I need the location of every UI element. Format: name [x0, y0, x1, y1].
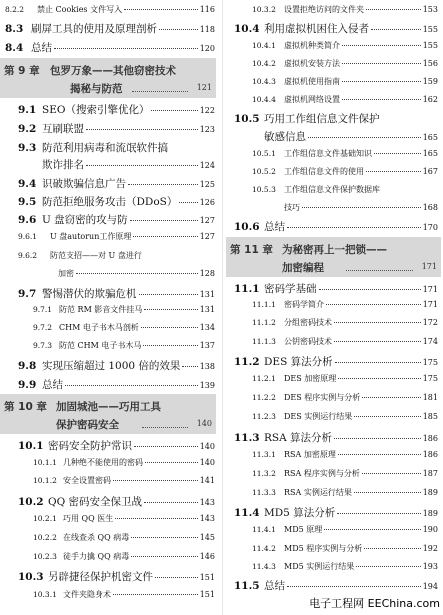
toc-entry-11-4-1[interactable] — [252, 524, 438, 535]
toc-entry-8-3[interactable] — [5, 21, 215, 36]
entry-title: 工作组信息文件保护数据库 — [284, 185, 380, 194]
entry-page: 192 — [422, 544, 438, 553]
leader-dots — [366, 171, 421, 172]
entry-title: 虚拟机网络设置 — [284, 95, 340, 104]
entry-number: 10.4.4 — [252, 95, 276, 104]
toc-entry-10-3-1[interactable] — [33, 589, 215, 600]
toc-entry-9-7-1[interactable] — [33, 304, 215, 315]
entry-page: 138 — [199, 362, 215, 371]
entry-number: 10.2.2 — [33, 533, 57, 542]
entry-page: 118 — [199, 25, 215, 34]
leader-dots — [354, 492, 421, 493]
entry-number: 11.2.1 — [252, 374, 276, 383]
entry-number: 9.6.2 — [18, 251, 38, 260]
entry-number: 10.1 — [18, 440, 44, 452]
entry-title-continued: 欺诈排名 — [42, 159, 84, 171]
leader-dots — [139, 294, 198, 295]
leader-dots — [337, 513, 421, 514]
toc-entry-10-1-1[interactable] — [33, 457, 215, 468]
toc-entry-9-6-2-line1[interactable] — [18, 250, 215, 261]
entry-number: 11.3 — [234, 432, 260, 444]
entry-title: U 盘autorun工作原理 — [50, 232, 132, 241]
toc-entry-11-4-2[interactable] — [252, 543, 438, 554]
entry-title: 分组密码技术 — [284, 318, 332, 327]
leader-dots — [131, 556, 198, 557]
entry-number: 10.2.1 — [33, 514, 57, 523]
entry-number: 10.4.2 — [252, 59, 276, 68]
entry-number: 10.3.2 — [252, 5, 276, 14]
toc-entry-10-1[interactable] — [18, 438, 215, 453]
leader-dots — [319, 289, 421, 290]
toc-entry-11-3[interactable] — [234, 430, 438, 445]
entry-number: 9.7.3 — [33, 341, 53, 350]
entry-title: 防范支招——对 U 盘进行 — [50, 251, 142, 260]
leader-dots — [65, 385, 198, 386]
entry-title: 密码学基础 — [264, 283, 317, 295]
entry-title: 实现压缩超过 1000 倍的效果 — [42, 360, 181, 372]
toc-entry-10-2-1[interactable] — [33, 513, 215, 524]
toc-entry-10-5-line2[interactable] — [264, 129, 438, 144]
entry-number: 11.1.3 — [252, 337, 276, 346]
entry-page: 174 — [422, 337, 438, 346]
leader-dots — [182, 366, 197, 367]
entry-page: 171 — [422, 300, 438, 309]
leader-dots — [346, 270, 413, 271]
leader-dots — [86, 129, 198, 130]
chapter-number: 第 10 章 — [4, 401, 47, 413]
chapter-title-line1: 为秘密再上一把锁—— — [282, 244, 387, 256]
toc-entry-8-2-2[interactable] — [5, 4, 215, 15]
entry-page: 167 — [422, 167, 438, 176]
entry-page: 126 — [199, 198, 215, 207]
toc-entry-11-2-3[interactable] — [252, 411, 438, 422]
leader-dots — [132, 91, 188, 92]
leader-dots — [364, 548, 420, 549]
entry-title: 总结 — [264, 221, 285, 233]
entry-page: 124 — [199, 161, 215, 170]
entry-number: 10.3 — [18, 571, 44, 583]
entry-title: DES 加密原理 — [284, 374, 337, 383]
toc-entry-11-3-3[interactable] — [252, 487, 438, 498]
toc-entry-10-2[interactable] — [18, 494, 215, 509]
entry-number: 11.5 — [234, 580, 260, 592]
toc-entry-11-2-1[interactable] — [252, 373, 438, 384]
entry-title-continued: 敏感信息 — [264, 131, 306, 143]
entry-number: 11.4.2 — [252, 544, 276, 553]
entry-title: SEO（搜索引擎优化） — [42, 104, 150, 116]
entry-page: 127 — [199, 216, 215, 225]
entry-page: 172 — [422, 318, 438, 327]
entry-title: 巧用工作组信息文件保护 — [264, 113, 380, 125]
entry-title: 虚拟机安装方法 — [284, 59, 340, 68]
entry-number: 11.4.3 — [252, 562, 276, 571]
entry-title: 安全设置密码 — [63, 476, 111, 485]
leader-dots — [144, 502, 198, 503]
entry-page: 123 — [199, 125, 215, 134]
leader-dots — [131, 537, 198, 538]
leader-dots — [335, 362, 421, 363]
entry-title: 巧用 QQ 医生 — [63, 514, 114, 523]
entry-title: 识破欺骗信息广告 — [42, 178, 126, 190]
toc-entry-10-5-line1[interactable] — [234, 111, 438, 126]
leader-dots — [144, 309, 197, 310]
entry-number: 8.3 — [5, 23, 24, 35]
entry-page: 187 — [422, 469, 438, 478]
toc-entry-11-2[interactable] — [234, 354, 438, 369]
entry-title: 密码学简介 — [284, 300, 324, 309]
toc-entry-10-5-1[interactable] — [252, 148, 438, 159]
entry-page: 131 — [199, 290, 215, 299]
entry-number: 10.4 — [234, 23, 260, 35]
entry-number: 10.1.2 — [33, 476, 57, 485]
entry-page: 171 — [422, 285, 438, 294]
entry-title: DES 算法分析 — [264, 356, 333, 368]
entry-page: 155 — [422, 25, 438, 34]
entry-number: 10.2 — [18, 496, 44, 508]
leader-dots — [334, 341, 421, 342]
leader-dots — [113, 480, 198, 481]
entry-title: 防范利用病毒和流氓软件搞 — [42, 142, 168, 154]
toc-entry-11-1[interactable] — [234, 281, 438, 296]
leader-dots — [141, 327, 198, 328]
entry-page: 151 — [199, 590, 215, 599]
entry-page: 146 — [199, 552, 215, 561]
toc-entry-9-7-3[interactable] — [33, 340, 215, 351]
leader-dots — [354, 416, 420, 417]
leader-dots — [356, 566, 420, 567]
entry-page: 120 — [199, 44, 215, 53]
entry-title-continued: 技巧 — [284, 203, 300, 212]
entry-number: 10.5.3 — [252, 185, 276, 194]
entry-title: 刷屏工具的使用及原理剖析 — [31, 23, 157, 35]
entry-number: 9.6 — [18, 214, 37, 226]
entry-number: 10.6 — [234, 221, 260, 233]
chapter-title-line2: 保护密码安全 — [56, 419, 119, 431]
toc-entry-10-4-4[interactable] — [252, 94, 438, 105]
entry-title: 徒手力擒 QQ 病毒 — [63, 552, 130, 561]
entry-title: 虚拟机使用指南 — [284, 77, 340, 86]
entry-number: 11.1.1 — [252, 300, 276, 309]
leader-dots — [371, 29, 421, 30]
leader-dots — [115, 518, 198, 519]
leader-dots — [155, 577, 198, 578]
entry-number: 9.6.1 — [18, 232, 38, 241]
entry-title: 警惕潜伏的欺骗危机 — [42, 288, 137, 300]
toc-entry-10-6[interactable] — [234, 219, 438, 234]
toc-entry-11-3-2[interactable] — [252, 468, 438, 479]
toc-entry-9-1[interactable] — [18, 102, 215, 117]
toc-entry-10-3[interactable] — [18, 569, 215, 584]
toc-entry-10-4-3[interactable] — [252, 76, 438, 87]
entry-page: 151 — [199, 573, 215, 582]
entry-page: 156 — [422, 59, 438, 68]
toc-entry-10-2-2[interactable] — [33, 532, 215, 543]
entry-page: 137 — [199, 341, 215, 350]
entry-title: 公钥密码技术 — [284, 337, 332, 346]
entry-page: 122 — [199, 106, 215, 115]
chapter-number: 第 11 章 — [230, 244, 273, 256]
entry-number: 9.7.2 — [33, 323, 53, 332]
toc-entry-10-4[interactable] — [234, 21, 438, 36]
entry-number: 11.2 — [234, 356, 260, 368]
toc-entry-11-2-2[interactable] — [252, 392, 438, 403]
toc-entry-10-5-3-line1[interactable] — [252, 184, 438, 195]
entry-title: RSA 程序实例与分析 — [284, 469, 360, 478]
leader-dots — [366, 9, 421, 10]
leader-dots — [302, 207, 421, 208]
leader-dots — [326, 304, 421, 305]
entry-number: 11.4.1 — [252, 525, 276, 534]
entry-page: 139 — [199, 381, 215, 390]
chapter-page: 140 — [196, 419, 212, 428]
entry-number: 8.4 — [5, 42, 24, 54]
entry-number: 11.1 — [234, 283, 260, 295]
toc-entry-9-8[interactable] — [18, 358, 215, 373]
entry-page: 143 — [199, 498, 215, 507]
leader-dots — [287, 227, 421, 228]
entry-title: 禁止 Cookies 文件写入 — [37, 5, 123, 14]
column-divider — [222, 0, 223, 615]
leader-dots — [342, 81, 421, 82]
entry-page: 125 — [199, 180, 215, 189]
leader-dots — [362, 473, 421, 474]
leader-dots — [128, 184, 198, 185]
leader-dots — [338, 454, 421, 455]
entry-title-continued: 加密 — [58, 269, 74, 278]
entry-page: 185 — [422, 412, 438, 421]
entry-page: 186 — [422, 434, 438, 443]
entry-page: 186 — [422, 450, 438, 459]
leader-dots — [113, 594, 198, 595]
leader-dots — [76, 273, 198, 274]
chapter-9-heading[interactable] — [0, 58, 216, 98]
entry-title: 工作组信息文件基础知识 — [284, 149, 372, 158]
entry-title: 总结 — [31, 42, 52, 54]
toc-entry-9-7-2[interactable] — [33, 322, 215, 333]
leader-dots — [374, 153, 421, 154]
leader-dots — [86, 165, 198, 166]
entry-title: 另辟捷径保护机密文件 — [48, 571, 153, 583]
entry-page: 145 — [199, 533, 215, 542]
toc-entry-9-3-line2[interactable] — [42, 157, 215, 172]
entry-title: 设置拒绝访问的文件夹 — [284, 5, 364, 14]
entry-page: 143 — [199, 514, 215, 523]
chapter-page: 171 — [421, 262, 437, 271]
leader-dots — [324, 529, 420, 530]
entry-title: 防范 RM 影音文件挂马 — [59, 305, 143, 314]
toc-entry-10-2-3[interactable] — [33, 551, 215, 562]
entry-page: 189 — [422, 509, 438, 518]
entry-page: 153 — [422, 5, 438, 14]
entry-page: 140 — [199, 442, 215, 451]
entry-title: MD5 程序实例与分析 — [284, 544, 363, 553]
entry-page: 155 — [422, 41, 438, 50]
toc-entry-11-1-3[interactable] — [252, 336, 438, 347]
entry-number: 10.5 — [234, 113, 260, 125]
entry-page: 159 — [422, 77, 438, 86]
toc-entry-9-3-line1[interactable] — [18, 140, 215, 155]
leader-dots — [342, 63, 421, 64]
entry-page: 131 — [199, 305, 215, 314]
toc-entry-10-4-2[interactable] — [252, 58, 438, 69]
entry-page: 189 — [422, 488, 438, 497]
leader-dots — [143, 345, 197, 346]
entry-number: 10.4.3 — [252, 77, 276, 86]
leader-dots — [338, 378, 420, 379]
toc-entry-10-3-2[interactable] — [252, 4, 438, 15]
toc-entry-11-1-2[interactable] — [252, 317, 438, 328]
entry-title: 防范 CHM 电子书木马 — [59, 341, 142, 350]
entry-page: 190 — [422, 525, 438, 534]
entry-page: 194 — [422, 582, 438, 591]
entry-page: 141 — [199, 476, 215, 485]
entry-number: 10.1.1 — [33, 458, 57, 467]
entry-page: 162 — [422, 95, 438, 104]
leader-dots — [362, 397, 420, 398]
chapter-10-heading[interactable] — [0, 394, 216, 434]
entry-number: 9.2 — [18, 123, 37, 135]
entry-page: 116 — [199, 5, 215, 14]
toc-entry-9-6-2-line2[interactable] — [58, 268, 215, 279]
toc-entry-11-1-1[interactable] — [252, 299, 438, 310]
entry-title: MD5 原理 — [284, 525, 323, 534]
entry-title: DES 实例运行结果 — [284, 412, 353, 421]
toc-entry-9-4[interactable] — [18, 176, 215, 191]
entry-number: 11.2.3 — [252, 412, 276, 421]
entry-number: 9.5 — [18, 196, 37, 208]
entry-number: 10.3.1 — [33, 590, 57, 599]
entry-number: 9.1 — [18, 104, 37, 116]
source-watermark: 电子工程网 EEChina.com — [309, 597, 440, 610]
chapter-number: 第 9 章 — [4, 65, 40, 77]
entry-number: 11.3.2 — [252, 469, 276, 478]
toc-entry-9-9[interactable] — [18, 377, 215, 392]
leader-dots — [151, 110, 197, 111]
toc-entry-10-5-3-line2[interactable] — [284, 202, 438, 213]
leader-dots — [133, 236, 197, 237]
toc-entry-11-5[interactable] — [234, 578, 438, 593]
leader-dots — [145, 462, 198, 463]
entry-number: 11.1.2 — [252, 318, 276, 327]
toc-entry-10-4-1[interactable] — [252, 40, 438, 51]
entry-page: 175 — [422, 374, 438, 383]
entry-number: 9.7 — [18, 288, 37, 300]
entry-title: MD5 算法分析 — [264, 507, 336, 519]
entry-title: RSA 加密原理 — [284, 450, 336, 459]
entry-title: 利用虚拟机困住入侵者 — [264, 23, 369, 35]
entry-title: 几种绝不能使用的密码 — [63, 458, 143, 467]
entry-title: RSA 实例运行结果 — [284, 488, 352, 497]
entry-page: 165 — [422, 149, 438, 158]
entry-page: 193 — [422, 562, 438, 571]
entry-title: RSA 算法分析 — [264, 432, 333, 444]
chapter-11-heading[interactable] — [226, 237, 441, 277]
toc-entry-11-3-1[interactable] — [252, 449, 438, 460]
entry-number: 11.3.1 — [252, 450, 276, 459]
leader-dots — [287, 586, 421, 587]
toc-entry-8-4[interactable] — [5, 40, 215, 55]
entry-title: 防范拒绝服务攻击（DDoS） — [42, 196, 178, 208]
chapter-page: 121 — [196, 83, 212, 92]
leader-dots — [308, 137, 421, 138]
chapter-title-line1: 加固城池——巧用工具 — [56, 401, 161, 413]
leader-dots — [342, 99, 421, 100]
entry-number: 9.7.1 — [33, 305, 53, 314]
chapter-title-line1: 包罗万象——其他窃密技术 — [50, 65, 176, 77]
entry-number: 9.8 — [18, 360, 37, 372]
leader-dots — [334, 322, 421, 323]
toc-entry-11-4-3[interactable] — [252, 561, 438, 572]
chapter-title-line2: 揭秘与防范 — [70, 83, 123, 95]
entry-title: 在线查杀 QQ 病毒 — [63, 533, 130, 542]
entry-number: 10.5.2 — [252, 167, 276, 176]
entry-title: CHM 电子书木马剖析 — [59, 323, 139, 332]
entry-number: 9.9 — [18, 379, 37, 391]
entry-title: 文件夹隐身术 — [63, 590, 111, 599]
toc-entry-9-6[interactable] — [18, 212, 215, 227]
toc-entry-10-5-2[interactable] — [252, 166, 438, 177]
entry-title: 总结 — [264, 580, 285, 592]
leader-dots — [159, 29, 198, 30]
entry-number: 11.2.2 — [252, 393, 276, 402]
leader-dots — [342, 45, 421, 46]
leader-dots — [130, 220, 198, 221]
entry-number: 10.5.1 — [252, 149, 276, 158]
entry-number: 10.2.3 — [33, 552, 57, 561]
entry-title: 虚拟机种类简介 — [284, 41, 340, 50]
entry-title: 工作组信息文件的使用 — [284, 167, 364, 176]
leader-dots — [179, 202, 197, 203]
toc-entry-9-2[interactable] — [18, 121, 215, 136]
entry-title: 互刷联盟 — [42, 123, 84, 135]
toc-entry-9-5[interactable] — [18, 194, 215, 209]
toc-entry-10-1-2[interactable] — [33, 475, 215, 486]
entry-page: 165 — [422, 133, 438, 142]
entry-page: 168 — [422, 203, 438, 212]
chapter-title-line2: 加密编程 — [282, 262, 324, 274]
entry-page: 140 — [199, 458, 215, 467]
toc-entry-9-6-1[interactable] — [18, 231, 215, 242]
entry-title: QQ 密码安全保卫战 — [48, 496, 143, 508]
toc-entry-11-4[interactable] — [234, 505, 438, 520]
leader-dots — [124, 9, 198, 10]
entry-page: 128 — [199, 269, 215, 278]
leader-dots — [134, 446, 198, 447]
entry-title: 总结 — [42, 379, 63, 391]
entry-number: 11.4 — [234, 507, 260, 519]
entry-page: 134 — [199, 323, 215, 332]
entry-number: 9.3 — [18, 142, 37, 154]
leader-dots — [54, 48, 198, 49]
entry-title: 密码安全防护常识 — [48, 440, 132, 452]
entry-title: MD5 实例运行结果 — [284, 562, 355, 571]
entry-number: 9.4 — [18, 178, 37, 190]
entry-page: 170 — [422, 223, 438, 232]
entry-title: DES 程序实例与分析 — [284, 393, 361, 402]
entry-page: 175 — [422, 358, 438, 367]
entry-number: 10.4.1 — [252, 41, 276, 50]
entry-page: 127 — [199, 232, 215, 241]
leader-dots — [334, 438, 421, 439]
toc-entry-9-7[interactable] — [18, 286, 215, 301]
leader-dots — [142, 427, 188, 428]
entry-number: 8.2.2 — [5, 5, 25, 14]
entry-number: 11.3.3 — [252, 488, 276, 497]
entry-title: U 盘窃密的攻与防 — [42, 214, 128, 226]
entry-page: 181 — [422, 393, 438, 402]
